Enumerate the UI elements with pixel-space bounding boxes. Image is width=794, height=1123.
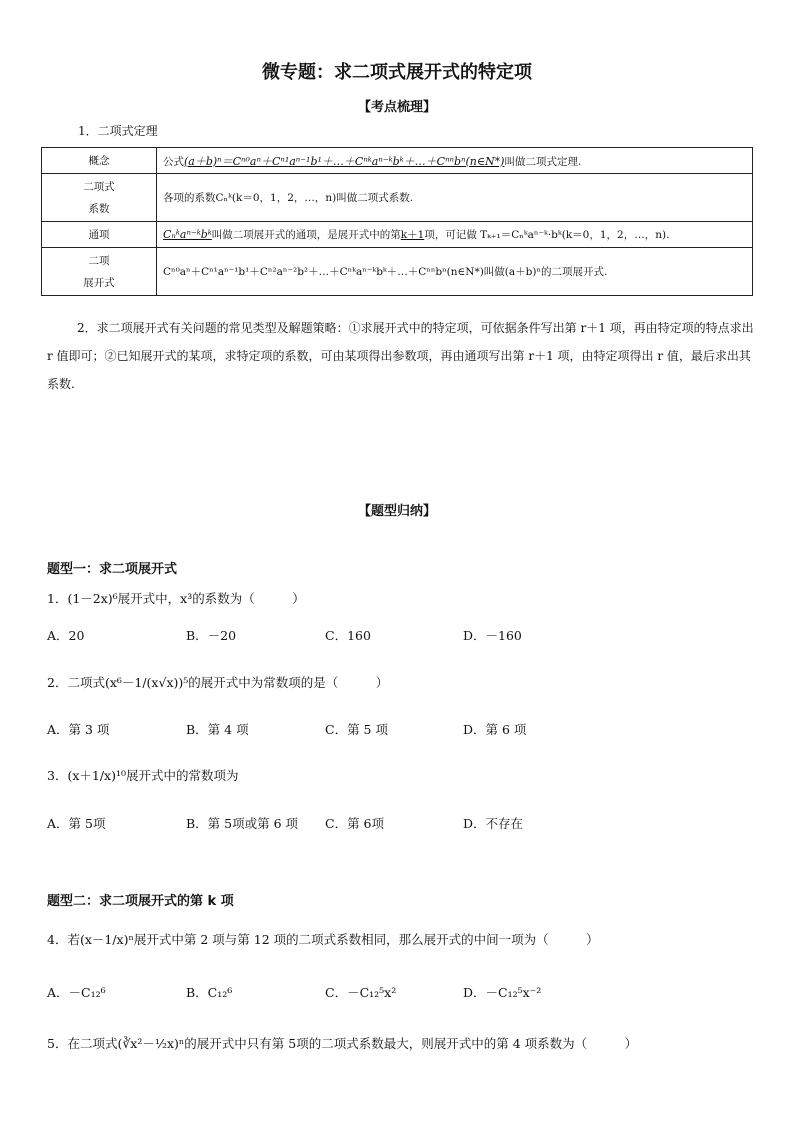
option-c: C．－C₁₂⁵x² [325,985,397,1000]
row1-suffix: 叫做二项式定理. [504,155,582,168]
section-types-heading: 【题型归纳】 [357,504,436,519]
row2-label-b: 系数 [88,202,110,215]
point1-heading: 1．二项式定理 [78,124,158,138]
row-content: Cⁿ⁰aⁿ＋Cⁿ¹aⁿ⁻¹b¹＋Cⁿ²aⁿ⁻²b²＋…＋Cⁿᵏaⁿ⁻ᵏbᵏ＋…＋Cⁿⁿbⁿ(n∈N*)叫做(a＋b)ⁿ的二项展开式. [157,248,753,296]
question-4: 4．若(x－1/x)ⁿ展开式中第 2 项与第 12 项的二项式系数相同，那么展开式的中间一项为（ ） [47,932,599,947]
page-title: 微专题：求二项式展开式的特定项 [262,62,532,83]
type1-heading: 题型一：求二项展开式 [47,562,178,577]
row-label [42,248,157,296]
table-row [42,174,753,222]
question-5: 5．在二项式(∛x²－½x)ⁿ的展开式中只有第 5项的二项式系数最大，则展开式中的第 4 项系数为（ ） [47,1036,638,1051]
row-label: 通项 [42,222,157,248]
option-d: D．不存在 [463,816,524,831]
row3-term: Cₙᵏaⁿ⁻ᵏbᵏ [163,228,212,241]
option-a: A．第 3 项 [47,722,110,737]
row1-prefix: 公式 [163,155,184,168]
option-d: D．－160 [463,628,522,643]
option-d: D．－C₁₂⁵x⁻² [463,985,542,1000]
type2-heading: 题型二：求二项展开式的第 k 项 [47,894,234,909]
question-1: 1．(1－2x)⁶展开式中，x³的系数为（ ） [47,591,305,606]
option-b: B．－20 [186,628,237,643]
row-content [157,148,753,174]
section-review-heading: 【考点梳理】 [357,100,436,115]
option-b: B．第 5项或第 6 项 [186,816,299,831]
option-a: A．第 5项 [47,816,106,831]
question-3: 3．(x＋1/x)¹⁰展开式中的常数项为 [47,768,239,783]
option-a: A．20 [47,628,85,643]
row1-formula: (a＋b)ⁿ＝Cⁿ⁰aⁿ＋Cⁿ¹aⁿ⁻¹b¹＋…＋Cⁿᵏaⁿ⁻ᵏbᵏ＋…＋Cⁿⁿbⁿ(n∈N*) [184,154,505,168]
option-c: C．第 6项 [325,816,384,831]
row3-text: 叫做二项展开式的通项，是展开式中的第 [211,229,401,241]
question-2: 2．二项式(x⁶－1/(x√x))⁵的展开式中为常数项的是（ ） [47,675,389,690]
row-content [157,222,753,248]
row-label [42,174,157,222]
table-row [42,248,753,296]
binomial-theorem-table [41,147,753,296]
option-d: D．第 6 项 [463,722,527,737]
row4-label-a: 二项 [88,254,110,267]
option-b: B．C₁₂⁶ [186,985,233,1000]
row3-k: k＋1 [400,229,425,241]
option-a: A．－C₁₂⁶ [47,985,106,1000]
row-content: 各项的系数Cₙᵏ(k＝0，1，2，…，n)叫做二项式系数. [157,174,753,222]
row-label: 概念 [42,148,157,174]
row3-text2: 项，可记做 Tₖ₊₁＝Cₙᵏaⁿ⁻ᵏ·bᵏ(k＝0，1，2，…，n). [424,229,670,241]
option-b: B．第 4 项 [186,722,249,737]
point2-paragraph: 2．求二项展开式有关问题的常见类型及解题策略：①求展开式中的特定项，可依据条件写出第 r＋1 项，再由特定项的特点求出 r 值即可；②已知展开式的某项，求特定项的系数，可由某项得出参数项，再由通项写出第 r＋1 项，由特定项得出 r 值，最后求出其系数. [47,321,754,391]
table-row [42,148,753,174]
row2-label-a: 二项式 [83,180,115,193]
option-c: C．第 5 项 [325,722,388,737]
row4-label-b: 展开式 [83,276,115,289]
table-row [42,222,753,248]
option-c: C．160 [325,628,371,643]
